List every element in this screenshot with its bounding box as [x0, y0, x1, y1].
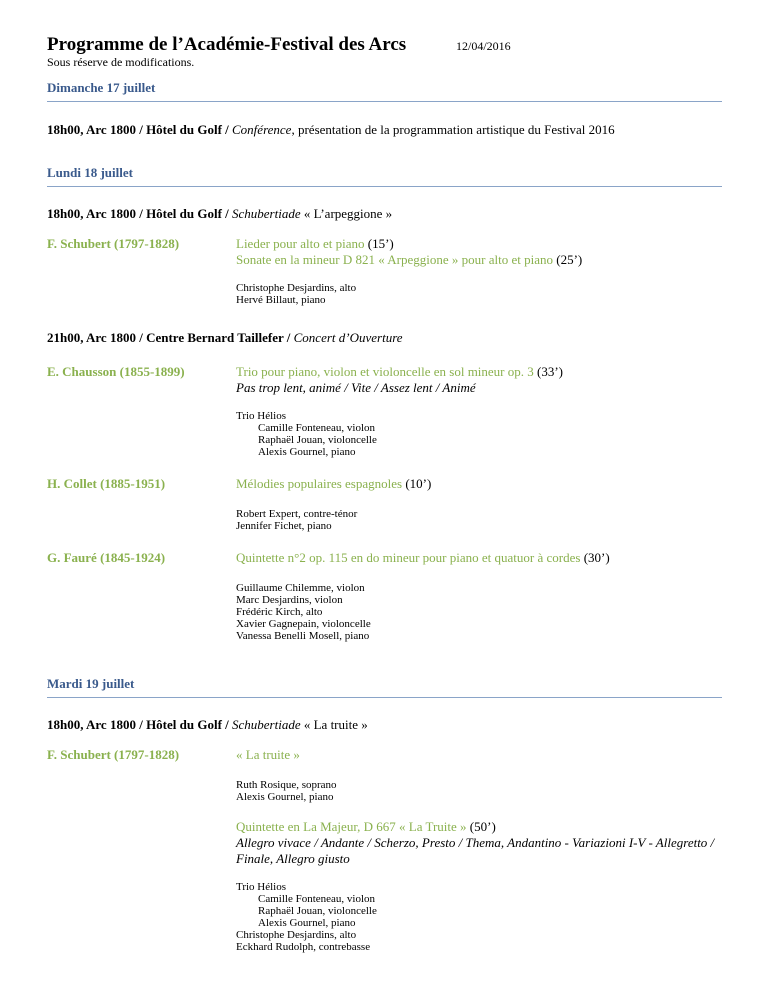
piece: [47, 364, 722, 396]
concert: [47, 330, 722, 642]
composer: H. Collet (1885-1951): [47, 476, 166, 491]
concert-header: 18h00, Arc 1800 / Hôtel du Golf / Schubertiade « L’arpeggione »: [47, 206, 393, 221]
performers: Trio Hélios Camille Fonteneau, violon Raphaël Jouan, violoncelle Alexis Gournel, piano: [236, 410, 377, 458]
performers: Christophe Desjardins, alto Hervé Billaut, piano: [236, 282, 357, 306]
performers: Robert Expert, contre-ténor Jennifer Fichet, piano: [236, 508, 358, 532]
header: [47, 0, 722, 72]
document-date: 12/04/2016: [456, 39, 511, 53]
performers: Trio Hélios Camille Fonteneau, violon Raphaël Jouan, violoncelle Alexis Gournel, piano Christophe Desjardins, alto Eckhard Rudolph, contrebasse: [236, 881, 377, 953]
day-title: Mardi 19 juillet: [47, 676, 722, 698]
movements: Finale, Allegro giusto: [236, 851, 350, 866]
day-title: Lundi 18 juillet: [47, 165, 722, 187]
work: Trio pour piano, violon et violoncelle en sol mineur op. 3 (33’): [236, 364, 564, 379]
concert-header: 18h00, Arc 1800 / Hôtel du Golf / Conférence, présentation de la programmation artistique du Festival 2016: [47, 122, 615, 137]
programme-page: [47, 0, 722, 953]
concert-header: 21h00, Arc 1800 / Centre Bernard Taillefer / Concert d’Ouverture: [47, 330, 403, 345]
concert-header: 18h00, Arc 1800 / Hôtel du Golf / Schubertiade « La truite »: [47, 717, 368, 732]
concert: [47, 206, 722, 306]
composer: F. Schubert (1797-1828): [47, 747, 180, 762]
work: Mélodies populaires espagnoles (10’): [236, 476, 432, 491]
day-title: Dimanche 17 juillet: [47, 80, 722, 102]
movements: Pas trop lent, animé / Vite / Assez lent / Animé: [236, 380, 476, 395]
piece: [47, 550, 722, 568]
movements: Allegro vivace / Andante / Scherzo, Presto / Thema, Andantino - Variazioni I-V - Allegretto /: [236, 835, 715, 850]
piece: [47, 747, 722, 765]
work: Lieder pour alto et piano (15’): [236, 236, 394, 251]
performers: Guillaume Chilemme, violon Marc Desjardins, violon Frédéric Kirch, alto Xavier Gagnepain, violoncelle Vanessa Benelli Mosell, piano: [236, 582, 371, 642]
page-subtitle: Sous réserve de modifications.: [47, 55, 195, 69]
day-monday-18: [47, 165, 722, 642]
piece: [47, 476, 722, 494]
page-title: Programme de l’Académie-Festival des Arcs: [47, 34, 407, 55]
performers: Ruth Rosique, soprano Alexis Gournel, piano: [236, 779, 337, 803]
piece: [47, 236, 722, 268]
day-sunday-17: [47, 80, 722, 138]
composer: G. Fauré (1845-1924): [47, 550, 166, 565]
composer: E. Chausson (1855-1899): [47, 364, 185, 379]
work: Quintette n°2 op. 115 en do mineur pour piano et quatuor à cordes (30’): [236, 550, 610, 565]
day-tuesday-19: [47, 676, 722, 953]
composer: F. Schubert (1797-1828): [47, 236, 180, 251]
work: Sonate en la mineur D 821 « Arpeggione » pour alto et piano (25’): [236, 252, 583, 267]
work: Quintette en La Majeur, D 667 « La Truite » (50’) Allegro vivace / Andante / Scherzo, Presto / Thema, Andantino - Variazioni I-V - Allegretto / Finale, Allegro giusto: [236, 819, 722, 867]
concert: [47, 717, 722, 953]
work: « La truite »: [236, 747, 300, 762]
